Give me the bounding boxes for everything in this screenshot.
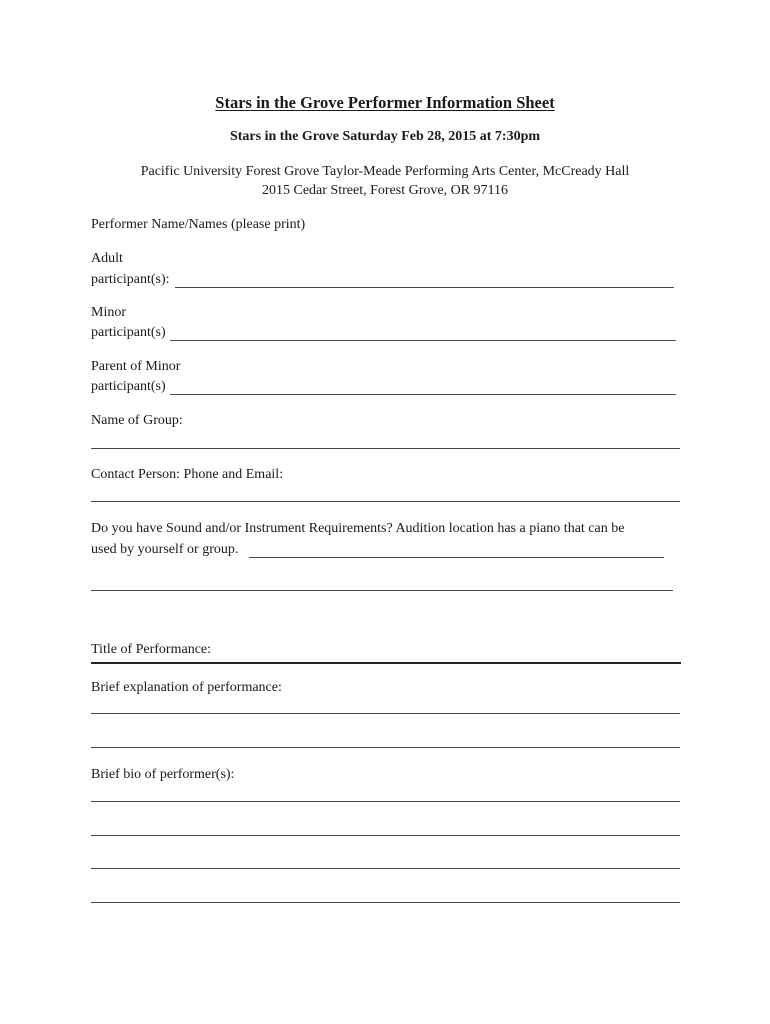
sound-requirements-field-line-2[interactable] [91, 590, 673, 591]
venue-name: Pacific University Forest Grove Taylor-Meade Performing Arts Center, McCready Hall [140, 164, 630, 179]
parent-participants-label: participant(s) [91, 379, 166, 394]
parent-of-minor-label: Parent of Minor [91, 359, 181, 374]
performance-title-label: Title of Performance: [91, 642, 212, 657]
performance-explanation-field-line-1[interactable] [91, 713, 680, 714]
performer-bio-label: Brief bio of performer(s): [91, 767, 235, 782]
venue-address: 2015 Cedar Street, Forest Grove, OR 97116 [262, 183, 508, 198]
adult-participants-label: participant(s): [91, 272, 170, 287]
contact-person-label: Contact Person: Phone and Email: [91, 467, 284, 482]
performer-bio-field-line-4[interactable] [91, 902, 680, 903]
performer-bio-field-line-2[interactable] [91, 835, 680, 836]
minor-label: Minor [91, 305, 126, 320]
minor-participants-field[interactable] [170, 340, 676, 341]
performance-explanation-label: Brief explanation of performance: [91, 680, 282, 695]
sound-requirements-label: Do you have Sound and/or Instrument Requirements? Audition location has a piano that can be [91, 521, 625, 536]
performer-bio-field-line-3[interactable] [91, 868, 680, 869]
sound-requirements-label-continued: used by yourself or group. [91, 542, 239, 557]
minor-participants-label: participant(s) [91, 325, 166, 340]
page-title: Stars in the Grove Performer Information Sheet [215, 93, 555, 112]
parent-of-minor-field[interactable] [170, 394, 676, 395]
sound-requirements-field[interactable] [249, 557, 664, 558]
performance-explanation-field-line-2[interactable] [91, 747, 680, 748]
contact-person-field[interactable] [91, 501, 680, 502]
adult-participants-field[interactable] [175, 287, 674, 288]
event-date-subtitle: Stars in the Grove Saturday Feb 28, 2015 at 7:30pm [229, 129, 541, 144]
group-name-field[interactable] [91, 448, 680, 449]
performer-names-label: Performer Name/Names (please print) [91, 217, 306, 232]
performer-bio-field-line-1[interactable] [91, 801, 680, 802]
adult-label: Adult [91, 251, 123, 266]
performance-title-field[interactable] [91, 662, 681, 664]
group-name-label: Name of Group: [91, 413, 183, 428]
